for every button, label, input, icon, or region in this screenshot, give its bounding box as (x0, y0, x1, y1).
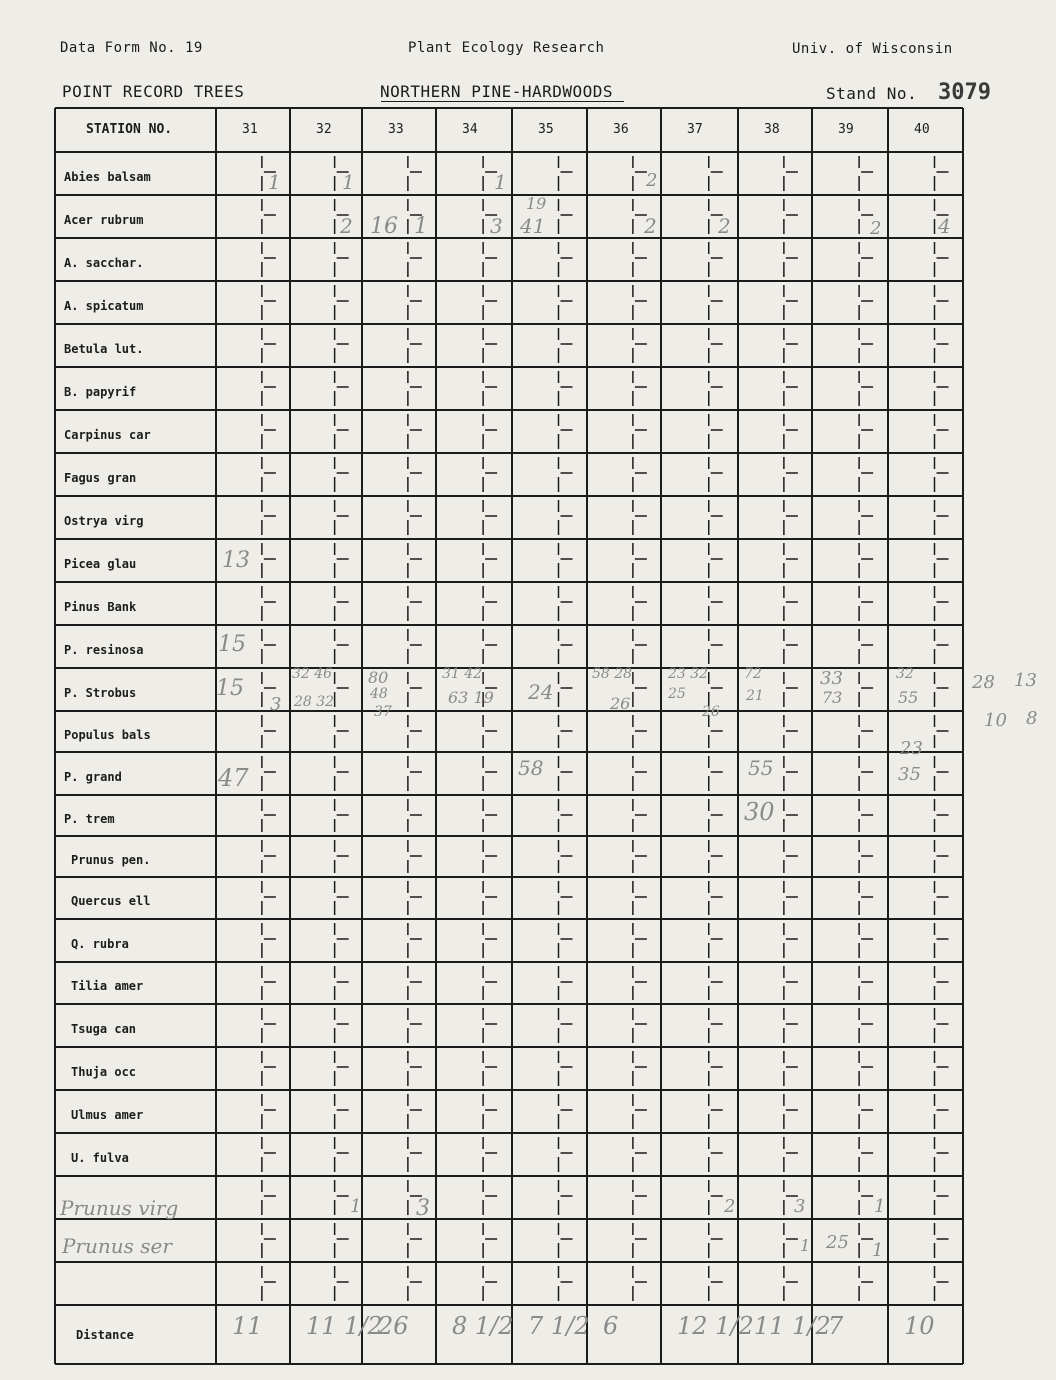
entry-strobus-37: 23 32 (668, 666, 709, 682)
entry-abies-31: 1 (268, 170, 281, 194)
species-row-label: Thuja occ (71, 1064, 137, 1079)
station-number-39: 39 (838, 122, 854, 137)
entry-acer-35: 41 (520, 214, 546, 238)
entry-pser-39b: 25 (826, 1232, 849, 1253)
station-header: STATION NO. (86, 122, 173, 137)
entry-strobus-33: 80 (368, 668, 389, 687)
entry-pvirg-32: 1 (350, 1196, 362, 1217)
community-title: NORTHERN PINE-HARDWOODS (380, 82, 614, 101)
station-number-36: 36 (613, 122, 629, 137)
distance-value: 12 1/2 (677, 1312, 754, 1340)
species-row-label: Tsuga can (71, 1021, 137, 1036)
entry-trem-38: 30 (744, 798, 775, 826)
entry-bals-40: 23 (900, 738, 923, 759)
entry-strobus-32: 32 46 (292, 666, 333, 682)
form-number: Data Form No. 19 (60, 40, 203, 56)
species-row-label: Ostrya virg (64, 513, 144, 528)
entry-strobus-33c: 37 (374, 704, 392, 720)
entry-acer-32: 2 (340, 214, 353, 238)
entry-pser-39c: 1 (872, 1240, 884, 1261)
university: Univ. of Wisconsin (792, 41, 953, 57)
form-title: POINT RECORD TREES (62, 82, 245, 101)
species-row-label: Pinus Bank (64, 599, 137, 614)
entry-resinosa-31: 15 (218, 632, 246, 657)
entry-strobus-36b: 26 (610, 694, 631, 713)
entry-strobus-36: 58 28 (592, 666, 633, 682)
species-row-label: Quercus ell (71, 894, 151, 908)
entry-abies-36: 2 (646, 170, 658, 191)
species-row-label: Carpinus car (64, 427, 151, 442)
species-row-label: Picea glau (64, 556, 137, 571)
entry-grand-38: 55 (748, 756, 774, 780)
species-row-label: Q. rubra (71, 936, 129, 951)
handwritten-species-2: Prunus ser (62, 1234, 172, 1258)
entry-grand-40: 35 (898, 764, 921, 785)
entry-strobus-34: 31 42 (442, 666, 483, 682)
entry-strobus-31b: 3 (270, 694, 282, 715)
entry-picea-31: 13 (222, 548, 250, 573)
entry-acer-33b: 1 (414, 214, 428, 239)
entry-strobus-38: 72 (744, 666, 762, 682)
entry-strobus-38b: 21 (746, 688, 764, 704)
entry-grand-31: 47 (218, 764, 249, 792)
distance-value: 8 1/2 (452, 1312, 514, 1340)
species-row-label: Ulmus amer (71, 1107, 144, 1122)
research-title: Plant Ecology Research (408, 40, 605, 56)
entry-pvirg-38: 3 (794, 1196, 806, 1217)
station-number-33: 33 (388, 122, 404, 137)
handwritten-species-1: Prunus virg (60, 1196, 179, 1220)
distance-value: 11 1/2 (754, 1312, 831, 1340)
species-row-label: Abies balsam (64, 169, 151, 184)
entry-acer-33a: 16 (370, 214, 398, 239)
entry-strobus-35: 24 (528, 680, 554, 704)
entry-strobus-39b: 73 (822, 688, 843, 707)
entry-pser-39a: 1 (800, 1236, 811, 1255)
entry-acer-35-top: 19 (526, 194, 547, 213)
species-row-label: A. sacchar. (64, 255, 144, 270)
entry-margin-b: 10 (984, 710, 1007, 731)
entry-margin-c: 13 (1014, 670, 1037, 691)
station-number-32: 32 (316, 122, 332, 137)
species-row-label: U. fulva (71, 1150, 129, 1165)
entry-acer-40: 4 (938, 214, 951, 238)
entry-acer-39: 2 (870, 218, 882, 239)
distance-value: 11 1/2 (306, 1312, 383, 1340)
entry-pvirg-39: 1 (874, 1196, 886, 1217)
distance-value: 26 (378, 1312, 409, 1340)
entry-strobus-34b: 63 19 (448, 688, 494, 707)
entry-abies-34: 1 (494, 170, 507, 194)
species-row-label: A. spicatum (64, 298, 144, 313)
station-number-31: 31 (242, 122, 258, 137)
entry-pvirg-33: 3 (416, 1196, 430, 1221)
species-row-label: Betula lut. (64, 341, 144, 356)
distance-value: 7 (828, 1312, 844, 1340)
entry-strobus-40b: 55 (898, 688, 919, 707)
entry-abies-32: 1 (342, 170, 355, 194)
species-row-label: Acer rubrum (64, 212, 144, 227)
entry-strobus-33b: 48 (370, 686, 388, 702)
distance-value: 11 (232, 1312, 263, 1340)
entry-margin-d: 8 (1026, 708, 1038, 729)
distance-label: Distance (76, 1328, 134, 1342)
station-number-40: 40 (914, 122, 930, 137)
station-number-37: 37 (687, 122, 703, 137)
entry-grand-35: 58 (518, 756, 544, 780)
species-row-label: Fagus gran (64, 470, 137, 485)
distance-value: 6 (603, 1312, 619, 1340)
species-row-label: P. trem (64, 811, 115, 826)
entry-strobus-37b: 25 (668, 686, 686, 702)
entry-acer-36: 2 (644, 214, 657, 238)
species-row-label: P. grand (64, 769, 122, 784)
species-row-label: P. Strobus (64, 685, 137, 700)
station-number-35: 35 (538, 122, 554, 137)
entry-pvirg-37: 2 (724, 1196, 736, 1217)
distance-value: 7 1/2 (528, 1312, 590, 1340)
entry-strobus-37c: 26 (702, 704, 720, 720)
entry-acer-34: 3 (490, 214, 503, 238)
stand-label: Stand No. (826, 84, 918, 103)
distance-value: 10 (904, 1312, 935, 1340)
station-number-38: 38 (764, 122, 780, 137)
entry-strobus-39: 33 (820, 668, 843, 689)
species-row-label: Populus bals (64, 727, 151, 742)
stand-number: 3079 (938, 80, 991, 105)
species-row-label: B. papyrif (64, 384, 137, 399)
entry-acer-37: 2 (718, 214, 731, 238)
entry-strobus-31a: 15 (216, 676, 244, 701)
species-row-label: Tilia amer (71, 979, 144, 993)
species-row-label: P. resinosa (64, 642, 144, 657)
entry-margin-a: 28 (972, 672, 995, 693)
station-number-34: 34 (462, 122, 478, 137)
entry-strobus-32b: 28 32 (294, 694, 335, 710)
entry-strobus-40: 32 (896, 666, 914, 682)
species-row-label: Prunus pen. (71, 852, 151, 867)
